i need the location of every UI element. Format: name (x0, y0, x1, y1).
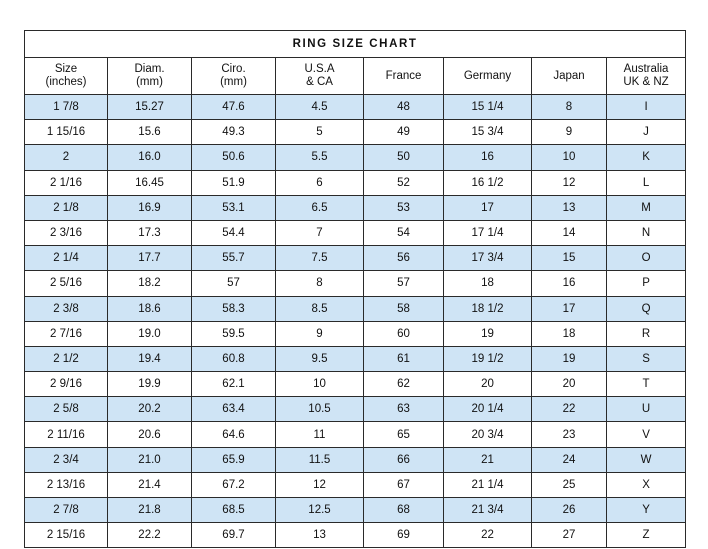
column-header-line1: Japan (553, 69, 585, 82)
table-row (25, 246, 686, 271)
table-row (25, 422, 686, 447)
chart-title: RING SIZE CHART (25, 31, 686, 58)
table-cell: 1 15/16 (25, 120, 108, 145)
table-cell: 17 (532, 296, 607, 321)
table-row (25, 321, 686, 346)
table-cell: 17.3 (108, 220, 192, 245)
table-cell: 19.9 (108, 372, 192, 397)
table-cell: L (607, 170, 686, 195)
table-cell: 8.5 (276, 296, 364, 321)
table-cell: 62.1 (192, 372, 276, 397)
column-header-line2: (inches) (45, 76, 87, 88)
table-cell: 69.7 (192, 523, 276, 548)
table-cell: 52 (364, 170, 444, 195)
table-cell: 19 1/2 (444, 346, 532, 371)
table-cell: 14 (532, 220, 607, 245)
table-cell: 21.0 (108, 447, 192, 472)
table-cell: 11.5 (276, 447, 364, 472)
table-cell: 2 3/16 (25, 220, 108, 245)
table-cell: 20 1/4 (444, 397, 532, 422)
table-cell: 10 (276, 372, 364, 397)
table-cell: 20 (532, 372, 607, 397)
column-header-size (25, 58, 108, 95)
table-cell: 25 (532, 472, 607, 497)
table-row (25, 472, 686, 497)
table-cell: 9 (532, 120, 607, 145)
table-cell: 67 (364, 472, 444, 497)
table-cell: 2 3/4 (25, 447, 108, 472)
table-cell: 13 (276, 523, 364, 548)
table-cell: 6.5 (276, 195, 364, 220)
table-cell: 16 1/2 (444, 170, 532, 195)
column-header-usa-ca (276, 58, 364, 95)
table-cell: 19 (444, 321, 532, 346)
table-cell: 56 (364, 246, 444, 271)
table-row (25, 296, 686, 321)
table-cell: V (607, 422, 686, 447)
table-row (25, 95, 686, 120)
table-cell: 2 (25, 145, 108, 170)
column-header-france (364, 58, 444, 95)
table-cell: X (607, 472, 686, 497)
table-cell: 22 (444, 523, 532, 548)
table-cell: 18.2 (108, 271, 192, 296)
table-cell: 17 3/4 (444, 246, 532, 271)
ring-size-chart (24, 30, 685, 548)
table-row (25, 271, 686, 296)
column-header-line1: Diam. (134, 63, 165, 75)
column-header-line1: Australia (623, 63, 669, 75)
table-cell: 22 (532, 397, 607, 422)
column-header-line1: Ciro. (221, 63, 246, 75)
table-row (25, 120, 686, 145)
table-cell: 50.6 (192, 145, 276, 170)
table-cell: 21.4 (108, 472, 192, 497)
table-cell: 20 3/4 (444, 422, 532, 447)
table-row (25, 523, 686, 548)
table-cell: 2 11/16 (25, 422, 108, 447)
column-header-line2: (mm) (220, 76, 247, 88)
table-cell: 18 1/2 (444, 296, 532, 321)
table-cell: 48 (364, 95, 444, 120)
table-row (25, 170, 686, 195)
table-cell: 21 (444, 447, 532, 472)
table-cell: 16.45 (108, 170, 192, 195)
table-cell: 53.1 (192, 195, 276, 220)
table-cell: S (607, 346, 686, 371)
table-cell: 6 (276, 170, 364, 195)
table-cell: 15 1/4 (444, 95, 532, 120)
table-cell: 9 (276, 321, 364, 346)
column-header-line1: Size (54, 63, 78, 75)
table-cell: 20.6 (108, 422, 192, 447)
column-header-line2: (mm) (136, 76, 163, 88)
table-cell: 2 1/2 (25, 346, 108, 371)
table-cell: 17 1/4 (444, 220, 532, 245)
table-row (25, 397, 686, 422)
table-cell: 62 (364, 372, 444, 397)
table-cell: M (607, 195, 686, 220)
table-cell: 12 (532, 170, 607, 195)
table-cell: 49 (364, 120, 444, 145)
table-row (25, 447, 686, 472)
table-head (25, 31, 686, 95)
table-cell: 54.4 (192, 220, 276, 245)
column-header-australia-uk-nz (607, 58, 686, 95)
table-cell: 15.6 (108, 120, 192, 145)
table-cell: 69 (364, 523, 444, 548)
table-cell: 19.0 (108, 321, 192, 346)
table-cell: Q (607, 296, 686, 321)
table-cell: 21 1/4 (444, 472, 532, 497)
table-cell: 16 (532, 271, 607, 296)
table-cell: W (607, 447, 686, 472)
table-cell: 63 (364, 397, 444, 422)
table-cell: 65.9 (192, 447, 276, 472)
table-cell: 55.7 (192, 246, 276, 271)
ring-size-table (24, 30, 686, 548)
column-header-line1: France (385, 69, 422, 82)
table-cell: 22.2 (108, 523, 192, 548)
table-cell: 66 (364, 447, 444, 472)
table-cell: 1 7/8 (25, 95, 108, 120)
table-cell: 19 (532, 346, 607, 371)
table-row (25, 372, 686, 397)
table-cell: 17.7 (108, 246, 192, 271)
table-cell: 58 (364, 296, 444, 321)
table-cell: 2 5/8 (25, 397, 108, 422)
table-cell: 18 (532, 321, 607, 346)
table-cell: 5.5 (276, 145, 364, 170)
table-cell: 16.0 (108, 145, 192, 170)
table-cell: 15.27 (108, 95, 192, 120)
table-cell: 7.5 (276, 246, 364, 271)
table-body (25, 95, 686, 548)
table-cell: 2 1/8 (25, 195, 108, 220)
table-cell: 21 3/4 (444, 498, 532, 523)
table-cell: 10.5 (276, 397, 364, 422)
table-cell: T (607, 372, 686, 397)
table-cell: 16 (444, 145, 532, 170)
table-cell: 10 (532, 145, 607, 170)
table-row (25, 498, 686, 523)
table-cell: 9.5 (276, 346, 364, 371)
table-cell: 2 5/16 (25, 271, 108, 296)
table-cell: 2 9/16 (25, 372, 108, 397)
table-cell: 26 (532, 498, 607, 523)
table-cell: 18 (444, 271, 532, 296)
column-header-japan (532, 58, 607, 95)
table-cell: 20.2 (108, 397, 192, 422)
table-cell: Y (607, 498, 686, 523)
table-row (25, 145, 686, 170)
table-cell: 67.2 (192, 472, 276, 497)
title-row (25, 31, 686, 58)
table-cell: 13 (532, 195, 607, 220)
table-cell: 12.5 (276, 498, 364, 523)
table-cell: 15 3/4 (444, 120, 532, 145)
table-cell: Z (607, 523, 686, 548)
table-cell: 2 13/16 (25, 472, 108, 497)
column-header-line1: Germany (463, 69, 512, 82)
table-cell: 68 (364, 498, 444, 523)
table-cell: 60 (364, 321, 444, 346)
table-cell: 54 (364, 220, 444, 245)
table-cell: J (607, 120, 686, 145)
table-cell: 23 (532, 422, 607, 447)
table-cell: 68.5 (192, 498, 276, 523)
table-cell: 8 (276, 271, 364, 296)
table-cell: 2 7/8 (25, 498, 108, 523)
table-cell: 57 (364, 271, 444, 296)
table-cell: 59.5 (192, 321, 276, 346)
column-header-line1: U.S.A (304, 63, 335, 75)
table-cell: 18.6 (108, 296, 192, 321)
table-cell: 19.4 (108, 346, 192, 371)
table-cell: N (607, 220, 686, 245)
table-row (25, 346, 686, 371)
table-cell: 47.6 (192, 95, 276, 120)
table-cell: 51.9 (192, 170, 276, 195)
table-cell: 61 (364, 346, 444, 371)
table-cell: 16.9 (108, 195, 192, 220)
column-header-germany (444, 58, 532, 95)
table-cell: 2 3/8 (25, 296, 108, 321)
column-header-circumference (192, 58, 276, 95)
table-cell: 5 (276, 120, 364, 145)
table-cell: 7 (276, 220, 364, 245)
column-header-diameter (108, 58, 192, 95)
table-cell: 63.4 (192, 397, 276, 422)
table-cell: 12 (276, 472, 364, 497)
table-cell: 50 (364, 145, 444, 170)
table-cell: 2 1/16 (25, 170, 108, 195)
table-cell: U (607, 397, 686, 422)
table-cell: 60.8 (192, 346, 276, 371)
table-cell: 57 (192, 271, 276, 296)
table-cell: 64.6 (192, 422, 276, 447)
table-cell: P (607, 271, 686, 296)
table-cell: 65 (364, 422, 444, 447)
table-cell: 53 (364, 195, 444, 220)
table-cell: 15 (532, 246, 607, 271)
table-cell: 2 7/16 (25, 321, 108, 346)
table-cell: 24 (532, 447, 607, 472)
table-cell: 8 (532, 95, 607, 120)
table-cell: 4.5 (276, 95, 364, 120)
table-cell: 20 (444, 372, 532, 397)
column-header-line2: & CA (306, 76, 333, 88)
table-cell: 11 (276, 422, 364, 447)
table-row (25, 195, 686, 220)
table-cell: 49.3 (192, 120, 276, 145)
table-cell: 2 15/16 (25, 523, 108, 548)
table-cell: 2 1/4 (25, 246, 108, 271)
header-row (25, 58, 686, 95)
table-cell: 21.8 (108, 498, 192, 523)
table-cell: K (607, 145, 686, 170)
column-header-line2: UK & NZ (623, 76, 669, 88)
table-row (25, 220, 686, 245)
table-cell: I (607, 95, 686, 120)
table-cell: 27 (532, 523, 607, 548)
table-cell: 58.3 (192, 296, 276, 321)
table-cell: R (607, 321, 686, 346)
table-cell: O (607, 246, 686, 271)
table-cell: 17 (444, 195, 532, 220)
